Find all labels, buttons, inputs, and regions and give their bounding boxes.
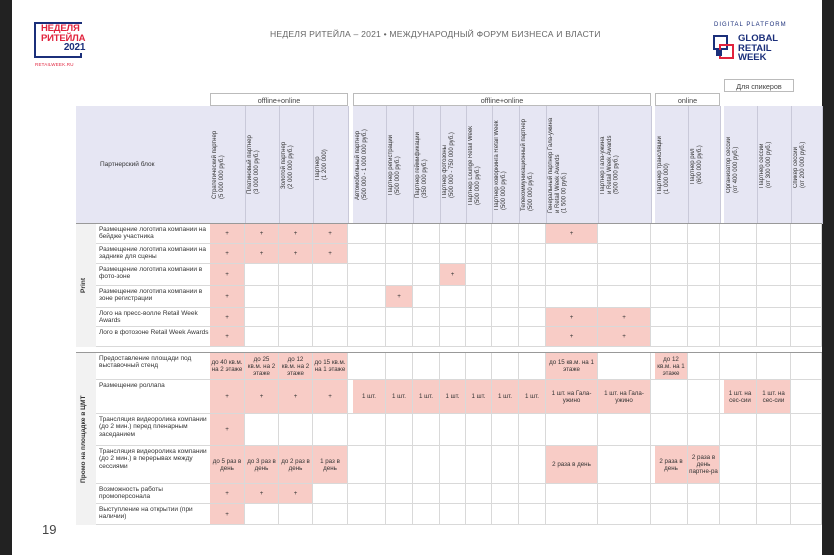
table-cell <box>519 244 546 264</box>
gw-platform-label: DIGITAL PLATFORM <box>714 22 787 28</box>
column-header-1: Платиновый партнер (3 000 000 руб.) <box>247 135 260 195</box>
header-col-line <box>245 106 246 224</box>
table-cell <box>353 264 386 286</box>
table-cell: + <box>279 484 313 504</box>
row-label: Размещение логотипа компании на бейдже участника <box>99 226 206 241</box>
table-cell <box>655 308 688 327</box>
table-cell <box>724 414 757 446</box>
table-cell: + <box>210 327 245 347</box>
table-cell <box>546 504 598 525</box>
header-col-line <box>492 106 493 224</box>
table-cell <box>313 504 348 525</box>
header-col-line <box>791 106 792 224</box>
table-cell <box>791 286 822 308</box>
table-cell <box>757 244 791 264</box>
table-cell <box>757 327 791 347</box>
column-header-15: Организатор сессии (от 400 000 руб.) <box>726 136 739 194</box>
table-cell <box>688 244 720 264</box>
table-cell <box>386 327 413 347</box>
table-cell <box>313 414 348 446</box>
table-cell <box>279 327 313 347</box>
table-cell <box>353 353 386 380</box>
column-header-5: Партнер регистрации (500 000 руб.) <box>388 134 401 196</box>
table-cell: + <box>598 327 651 347</box>
table-cell <box>598 264 651 286</box>
table-cell <box>791 380 822 414</box>
table-cell <box>724 484 757 504</box>
header-col-line <box>413 106 414 224</box>
table-cell: + <box>210 308 245 327</box>
table-cell <box>519 224 546 244</box>
table-cell <box>413 264 440 286</box>
header-col-line <box>519 106 520 224</box>
table-cell <box>245 504 279 525</box>
table-cell <box>655 484 688 504</box>
table-cell <box>598 244 651 264</box>
table-cell: 1 шт. на сес-сии <box>724 380 757 414</box>
table-cell <box>655 380 688 414</box>
row-label: Лого на пресс-волле Retail Week Awards <box>99 310 198 325</box>
gw-line3: WEEK <box>738 52 767 63</box>
table-cell <box>598 446 651 484</box>
table-cell <box>519 446 546 484</box>
table-cell <box>440 484 466 504</box>
table-cell: + <box>279 244 313 264</box>
table-cell <box>279 414 313 446</box>
table-cell: 2 раза в день <box>546 446 598 484</box>
table-cell <box>386 504 413 525</box>
column-header-2: Золотой партнер (2 000 000 руб.) <box>281 141 294 189</box>
table-cell <box>724 353 757 380</box>
table-cell <box>440 308 466 327</box>
section-label-1: Промо на площадке в ЦМТ <box>80 395 87 483</box>
table-cell <box>313 264 348 286</box>
table-cell: + <box>245 380 279 414</box>
table-cell <box>519 308 546 327</box>
column-header-14: Партнер рил (600 000 руб.) <box>690 145 703 185</box>
table-cell: 2 раза в день <box>655 446 688 484</box>
table-cell <box>313 308 348 327</box>
table-cell <box>353 446 386 484</box>
section-label-0: Print <box>80 277 87 294</box>
table-cell <box>353 286 386 308</box>
table-cell <box>279 504 313 525</box>
table-cell <box>413 353 440 380</box>
table-cell <box>466 414 492 446</box>
table-cell <box>519 484 546 504</box>
table-cell: до 12 кв.м. на 1 этаже <box>655 353 688 380</box>
table-cell <box>492 414 519 446</box>
table-cell: + <box>546 308 598 327</box>
column-header-6: Партнер геймификации (350 000 руб.) <box>415 132 428 198</box>
table-cell <box>519 264 546 286</box>
table-cell <box>598 353 651 380</box>
row-label: Размещение логотипа компании в фото-зоне <box>99 266 203 281</box>
table-cell <box>440 244 466 264</box>
table-cell <box>724 286 757 308</box>
column-header-4: Автомобильный партнер (500 000 - 1 000 000 руб.) <box>355 129 368 201</box>
header-col-line <box>688 106 689 224</box>
table-cell <box>413 446 440 484</box>
group-header-1: offline+online <box>353 93 651 106</box>
table-cell: + <box>210 224 245 244</box>
table-cell: 2 раза в день партне-ра <box>688 446 720 484</box>
table-cell <box>791 308 822 327</box>
table-cell: + <box>313 380 348 414</box>
table-cell <box>757 484 791 504</box>
table-cell <box>519 504 546 525</box>
table-cell: до 2 раз в день <box>279 446 313 484</box>
table-cell <box>655 327 688 347</box>
table-cell <box>492 286 519 308</box>
table-cell: + <box>210 264 245 286</box>
table-cell: 1 шт. на Гала-ужино <box>598 380 651 414</box>
table-cell <box>519 286 546 308</box>
header-col-line <box>598 106 599 224</box>
table-cell <box>279 308 313 327</box>
table-cell <box>353 327 386 347</box>
header-col-line <box>546 106 547 224</box>
table-cell: + <box>313 224 348 244</box>
table-cell <box>386 264 413 286</box>
header-col-line <box>440 106 441 224</box>
table-cell <box>492 484 519 504</box>
table-cell: 1 шт. <box>386 380 413 414</box>
table-cell: + <box>546 224 598 244</box>
column-header-3: Партнер (1 200 000) <box>315 149 328 181</box>
table-cell <box>353 308 386 327</box>
table-cell <box>353 504 386 525</box>
table-cell <box>598 484 651 504</box>
table-cell: 1 раз в день <box>313 446 348 484</box>
table-cell <box>724 224 757 244</box>
group-header-0: offline+online <box>210 93 348 106</box>
table-cell <box>492 264 519 286</box>
table-cell <box>492 353 519 380</box>
table-cell <box>245 414 279 446</box>
header-col-line <box>757 106 758 224</box>
table-cell <box>791 264 822 286</box>
table-cell <box>546 414 598 446</box>
table-cell <box>598 414 651 446</box>
table-cell: + <box>245 484 279 504</box>
retail-week-logo <box>34 22 94 66</box>
table-cell <box>386 308 413 327</box>
table-cell <box>466 327 492 347</box>
table-cell <box>724 446 757 484</box>
table-cell <box>353 484 386 504</box>
table-cell <box>757 414 791 446</box>
table-cell <box>655 286 688 308</box>
table-cell <box>245 327 279 347</box>
table-cell <box>688 484 720 504</box>
table-cell <box>413 327 440 347</box>
table-cell: + <box>210 286 245 308</box>
table-cell: + <box>598 308 651 327</box>
header-col-line <box>386 106 387 224</box>
table-cell <box>466 446 492 484</box>
table-cell: + <box>210 380 245 414</box>
table-cell: до 15 кв.м. на 1 этаже <box>546 353 598 380</box>
table-cell <box>279 286 313 308</box>
table-cell <box>353 414 386 446</box>
table-cell: 1 шт. <box>466 380 492 414</box>
group-header-2: online <box>655 93 720 106</box>
table-cell <box>688 327 720 347</box>
table-cell <box>519 353 546 380</box>
row-label: Трансляция видеоролика компании (до 2 мин.) в перерывах между сессиями <box>99 448 207 470</box>
row-label: Размещение роллапа <box>99 382 165 389</box>
table-cell <box>413 414 440 446</box>
table-cell <box>440 224 466 244</box>
table-cell <box>519 327 546 347</box>
header-col-line <box>720 106 721 224</box>
column-header-9: Партнер коворкинга Retail Week (500 000 руб.) <box>494 120 507 210</box>
table-cell <box>466 308 492 327</box>
table-cell <box>724 327 757 347</box>
table-cell <box>466 353 492 380</box>
table-cell <box>688 308 720 327</box>
table-cell <box>655 224 688 244</box>
table-cell <box>466 484 492 504</box>
gw-line2: RETAIL <box>738 42 772 54</box>
table-cell <box>724 244 757 264</box>
table-cell <box>546 484 598 504</box>
table-cell <box>492 327 519 347</box>
table-cell <box>655 264 688 286</box>
table-cell: + <box>546 327 598 347</box>
column-header-8: Партнер Lounge Retail Week (500 000 руб.) <box>468 125 481 205</box>
gw-logo-text <box>738 34 778 63</box>
table-cell <box>791 327 822 347</box>
column-header-13: Партнер трансляции (1 000 000) <box>657 136 670 194</box>
table-cell <box>492 308 519 327</box>
table-cell: + <box>210 244 245 264</box>
table-cell <box>757 504 791 525</box>
header-col-line <box>279 106 280 224</box>
table-cell <box>313 484 348 504</box>
row-label: Выступление на открытии (при наличии) <box>99 506 193 521</box>
column-header-10: Телекоммуникационный партнер (500 000 руб.) <box>521 118 534 212</box>
column-header-17: Спикер сессии (от 200 000 руб.) <box>793 141 806 189</box>
table-cell: + <box>210 484 245 504</box>
table-cell: + <box>440 264 466 286</box>
table-cell: 1 шт. <box>413 380 440 414</box>
table-cell: + <box>279 380 313 414</box>
table-cell <box>688 380 720 414</box>
table-cell <box>724 264 757 286</box>
column-header-12: Партнер Гала-ужина и Retail Week Awards (500 000 руб.) <box>600 135 620 195</box>
table-cell <box>688 286 720 308</box>
table-cell <box>598 504 651 525</box>
column-header-16: Партнер сессии (от 300 000 руб.) <box>759 141 772 189</box>
table-cell <box>386 414 413 446</box>
table-cell <box>466 224 492 244</box>
table-cell: + <box>245 244 279 264</box>
page-number: 19 <box>42 522 57 537</box>
logo-line2: РИТЕЙЛА <box>41 32 86 44</box>
logo-text <box>40 24 86 53</box>
table-cell <box>440 504 466 525</box>
table-cell <box>245 264 279 286</box>
table-cell <box>353 224 386 244</box>
table-cell <box>440 286 466 308</box>
table-cell <box>386 244 413 264</box>
table-cell <box>757 446 791 484</box>
table-cell <box>440 353 466 380</box>
table-cell <box>757 264 791 286</box>
table-cell <box>757 308 791 327</box>
table-cell <box>413 504 440 525</box>
table-cell <box>598 224 651 244</box>
table-cell <box>440 327 466 347</box>
table-cell: до 40 кв.м. на 2 этаже <box>210 353 245 380</box>
table-cell: 1 шт. <box>353 380 386 414</box>
table-cell <box>313 286 348 308</box>
table-cell: 1 шт. на Гала-ужино <box>546 380 598 414</box>
logo-year: 2021 <box>63 42 86 53</box>
table-cell <box>466 244 492 264</box>
table-cell <box>466 264 492 286</box>
table-cell: + <box>210 504 245 525</box>
column-header-0: Стратегический партнер (5 000 000 руб.) <box>212 130 225 200</box>
table-cell: 1 шт. <box>440 380 466 414</box>
table-cell <box>688 414 720 446</box>
table-cell <box>655 414 688 446</box>
column-header-11: Генеральный партнер Гала-ужина и Retail Week Awards (1 500 00 руб.) <box>548 117 568 213</box>
table-cell <box>688 353 720 380</box>
table-cell <box>279 264 313 286</box>
partner-block-label: Партнерский блок <box>100 161 155 168</box>
logo-subtitle: RETAILWEEK.RU <box>35 62 74 67</box>
table-cell <box>353 244 386 264</box>
row-label: Размещение логотипа компании в зоне регистрации <box>99 288 203 303</box>
group-header-3: Для спикеров <box>724 79 794 92</box>
table-cell <box>386 353 413 380</box>
header-col-line <box>466 106 467 224</box>
row-label: Размещение логотипа компании на заднике для сцены <box>99 246 206 261</box>
table-cell <box>791 414 822 446</box>
table-cell: + <box>279 224 313 244</box>
table-cell <box>313 327 348 347</box>
table-cell <box>791 244 822 264</box>
table-cell: + <box>245 224 279 244</box>
right-frame <box>822 0 834 555</box>
header-col-line <box>822 106 823 224</box>
table-cell <box>492 504 519 525</box>
table-cell <box>791 353 822 380</box>
table-cell <box>519 414 546 446</box>
table-cell: 1 шт. <box>492 380 519 414</box>
global-retail-week-icon <box>713 35 735 61</box>
table-cell <box>598 286 651 308</box>
row-label: Лого в фотозоне Retail Week Awards <box>99 329 209 336</box>
table-cell <box>546 264 598 286</box>
table-cell <box>386 224 413 244</box>
table-cell: до 25 кв.м. на 2 этаже <box>245 353 279 380</box>
table-cell <box>791 224 822 244</box>
table-cell: + <box>313 244 348 264</box>
table-cell <box>440 446 466 484</box>
table-cell <box>688 264 720 286</box>
table-cell <box>546 286 598 308</box>
table-cell <box>492 224 519 244</box>
table-cell <box>546 244 598 264</box>
row-label: Предоставление площади под выставочный стенд <box>99 355 192 370</box>
header-col-line <box>313 106 314 224</box>
table-cell <box>245 286 279 308</box>
row-label: Возможность работы промоперсонала <box>99 486 163 501</box>
left-frame <box>0 0 12 555</box>
table-cell <box>440 414 466 446</box>
table-cell <box>791 504 822 525</box>
table-cell: до 5 раз в день <box>210 446 245 484</box>
table-cell <box>655 504 688 525</box>
header-col-line <box>651 106 652 224</box>
table-cell <box>492 244 519 264</box>
table-cell <box>724 504 757 525</box>
table-cell <box>757 286 791 308</box>
header-col-line <box>348 106 349 224</box>
table-cell <box>688 224 720 244</box>
table-cell <box>466 286 492 308</box>
table-cell <box>791 484 822 504</box>
table-cell <box>413 244 440 264</box>
table-cell <box>386 484 413 504</box>
table-cell <box>413 484 440 504</box>
column-header-7: Партнер фотозоны (500 000 - 750 000 руб.) <box>442 132 455 198</box>
table-cell: 1 шт. <box>519 380 546 414</box>
table-cell <box>757 224 791 244</box>
table-cell: до 12 кв.м. на 2 этаже <box>279 353 313 380</box>
table-cell <box>791 446 822 484</box>
gw-line1: GLOBAL <box>738 33 779 44</box>
table-cell <box>466 504 492 525</box>
table-cell: + <box>210 414 245 446</box>
table-cell <box>413 224 440 244</box>
table-cell <box>724 308 757 327</box>
table-cell <box>413 308 440 327</box>
table-cell: 1 шт. на сес-сии <box>757 380 791 414</box>
logo-line1: НЕДЕЛЯ <box>41 23 80 34</box>
table-cell: до 15 кв.м. на 1 этаже <box>313 353 348 380</box>
table-cell <box>492 446 519 484</box>
table-cell <box>757 353 791 380</box>
table-cell <box>245 308 279 327</box>
table-cell: + <box>386 286 413 308</box>
row-label: Трансляция видеоролика компании (до 2 мин.) перед пленарным заседанием <box>99 416 207 438</box>
table-cell <box>655 244 688 264</box>
table-cell <box>413 286 440 308</box>
table-cell: до 3 раз в день <box>245 446 279 484</box>
table-cell <box>688 504 720 525</box>
page-title: НЕДЕЛЯ РИТЕЙЛА – 2021 • МЕЖДУНАРОДНЫЙ ФОРУМ БИЗНЕСА И ВЛАСТИ <box>270 29 601 39</box>
table-cell <box>386 446 413 484</box>
